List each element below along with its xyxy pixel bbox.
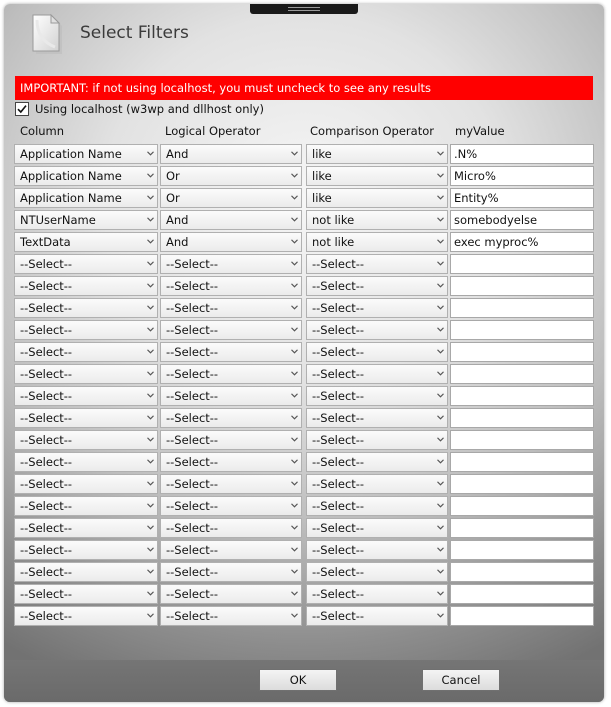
select-value: --Select--: [312, 301, 365, 315]
filter-row: [14, 364, 594, 386]
window-title: Select Filters: [80, 23, 189, 43]
chevron-down-icon: [147, 481, 154, 486]
chevron-down-icon: [291, 503, 298, 508]
filter-grid: [14, 144, 594, 628]
chevron-down-icon: [147, 261, 154, 266]
select-value: --Select--: [312, 455, 365, 469]
logical-operator-select[interactable]: [160, 474, 302, 494]
logical-operator-select[interactable]: [160, 386, 302, 406]
chevron-down-icon: [291, 437, 298, 442]
column-select[interactable]: [14, 210, 158, 230]
filter-row: [14, 430, 594, 452]
chevron-down-icon: [147, 239, 154, 244]
comparison-operator-select[interactable]: [306, 606, 448, 626]
logical-operator-select[interactable]: [160, 298, 302, 318]
localhost-checkbox[interactable]: [15, 102, 264, 116]
chevron-down-icon: [291, 415, 298, 420]
column-select[interactable]: [14, 540, 158, 560]
my-value-input[interactable]: [450, 518, 594, 538]
chevron-down-icon: [437, 393, 444, 398]
comparison-operator-select[interactable]: [306, 342, 448, 362]
my-value-input[interactable]: Entity%: [450, 188, 594, 208]
column-select[interactable]: [14, 562, 158, 582]
select-value: And: [166, 213, 189, 227]
select-value: --Select--: [312, 433, 365, 447]
filter-row: [14, 188, 594, 210]
column-select[interactable]: [14, 276, 158, 296]
logical-operator-select[interactable]: [160, 430, 302, 450]
filter-row: [14, 144, 594, 166]
filter-row: [14, 518, 594, 540]
comparison-operator-select[interactable]: [306, 210, 448, 230]
select-value: like: [312, 191, 332, 205]
select-value: --Select--: [20, 587, 73, 601]
chevron-down-icon: [291, 305, 298, 310]
chevron-down-icon: [147, 503, 154, 508]
header-my-value: myValue: [455, 124, 505, 138]
chevron-down-icon: [147, 591, 154, 596]
column-select[interactable]: [14, 364, 158, 384]
column-select[interactable]: [14, 474, 158, 494]
filter-row: [14, 320, 594, 342]
chevron-down-icon: [147, 305, 154, 310]
my-value-input[interactable]: [450, 408, 594, 428]
select-value: --Select--: [166, 499, 219, 513]
chevron-down-icon: [437, 239, 444, 244]
grip-line: [288, 10, 320, 11]
select-value: like: [312, 147, 332, 161]
select-value: And: [166, 147, 189, 161]
filter-row: [14, 606, 594, 628]
filter-row: [14, 298, 594, 320]
select-value: --Select--: [166, 345, 219, 359]
chevron-down-icon: [147, 371, 154, 376]
select-value: --Select--: [166, 301, 219, 315]
column-select[interactable]: [14, 584, 158, 604]
my-value-input[interactable]: [450, 254, 594, 274]
chevron-down-icon: [437, 437, 444, 442]
logical-operator-select[interactable]: [160, 342, 302, 362]
chevron-down-icon: [147, 613, 154, 618]
select-value: --Select--: [312, 587, 365, 601]
select-value: --Select--: [20, 433, 73, 447]
my-value-input[interactable]: [450, 430, 594, 450]
logical-operator-select[interactable]: [160, 210, 302, 230]
logical-operator-select[interactable]: [160, 408, 302, 428]
select-value: Or: [166, 169, 180, 183]
filter-row: [14, 342, 594, 364]
chevron-down-icon: [437, 503, 444, 508]
filter-row: [14, 408, 594, 430]
chevron-down-icon: [291, 349, 298, 354]
column-select[interactable]: [14, 496, 158, 516]
select-value: --Select--: [20, 499, 73, 513]
select-value: --Select--: [20, 565, 73, 579]
select-value: Or: [166, 191, 180, 205]
chevron-down-icon: [437, 415, 444, 420]
my-value-input[interactable]: .N%: [450, 144, 594, 164]
column-select[interactable]: [14, 518, 158, 538]
select-value: --Select--: [312, 345, 365, 359]
column-select[interactable]: [14, 298, 158, 318]
comparison-operator-select[interactable]: [306, 408, 448, 428]
logical-operator-select[interactable]: [160, 518, 302, 538]
my-value-input[interactable]: [450, 584, 594, 604]
chevron-down-icon: [147, 327, 154, 332]
logical-operator-select[interactable]: [160, 254, 302, 274]
title-bar: [4, 4, 604, 68]
header-comparison-operator: Comparison Operator: [310, 124, 434, 138]
logical-operator-select[interactable]: [160, 144, 302, 164]
column-select[interactable]: [14, 430, 158, 450]
select-value: --Select--: [312, 279, 365, 293]
logical-operator-select[interactable]: [160, 166, 302, 186]
my-value-input[interactable]: [450, 276, 594, 296]
comparison-operator-select[interactable]: [306, 320, 448, 340]
chevron-down-icon: [147, 217, 154, 222]
logical-operator-select[interactable]: [160, 562, 302, 582]
select-value: --Select--: [312, 323, 365, 337]
chevron-down-icon: [437, 569, 444, 574]
logical-operator-select[interactable]: [160, 276, 302, 296]
filter-row: [14, 276, 594, 298]
my-value-input[interactable]: somebodyelse: [450, 210, 594, 230]
chevron-down-icon: [437, 261, 444, 266]
comparison-operator-select[interactable]: [306, 452, 448, 472]
ok-button[interactable]: OK: [259, 669, 337, 691]
document-icon: [30, 12, 66, 58]
column-select[interactable]: [14, 452, 158, 472]
chevron-down-icon: [291, 525, 298, 530]
chevron-down-icon: [147, 151, 154, 156]
chevron-down-icon: [147, 415, 154, 420]
column-select[interactable]: [14, 606, 158, 626]
chevron-down-icon: [437, 195, 444, 200]
select-value: --Select--: [312, 411, 365, 425]
select-value: --Select--: [20, 257, 73, 271]
chevron-down-icon: [147, 459, 154, 464]
chevron-down-icon: [291, 613, 298, 618]
chevron-down-icon: [291, 261, 298, 266]
chevron-down-icon: [291, 283, 298, 288]
select-value: --Select--: [20, 367, 73, 381]
chevron-down-icon: [291, 371, 298, 376]
chevron-down-icon: [291, 547, 298, 552]
chevron-down-icon: [147, 393, 154, 398]
chevron-down-icon: [147, 525, 154, 530]
chevron-down-icon: [147, 283, 154, 288]
select-value: --Select--: [20, 389, 73, 403]
my-value-input[interactable]: [450, 562, 594, 582]
logical-operator-select[interactable]: [160, 188, 302, 208]
select-value: --Select--: [20, 345, 73, 359]
chevron-down-icon: [437, 613, 444, 618]
select-value: --Select--: [312, 389, 365, 403]
select-value: --Select--: [166, 565, 219, 579]
chevron-down-icon: [147, 547, 154, 552]
comparison-operator-select[interactable]: [306, 430, 448, 450]
my-value-input[interactable]: [450, 540, 594, 560]
select-value: --Select--: [312, 257, 365, 271]
select-filters-dialog: [4, 4, 604, 702]
comparison-operator-select[interactable]: [306, 386, 448, 406]
select-value: --Select--: [20, 477, 73, 491]
chevron-down-icon: [147, 173, 154, 178]
logical-operator-select[interactable]: [160, 364, 302, 384]
my-value-input[interactable]: exec myproc%: [450, 232, 594, 252]
chevron-down-icon: [437, 151, 444, 156]
grip-line: [288, 7, 320, 8]
comparison-operator-select[interactable]: [306, 232, 448, 252]
select-value: --Select--: [20, 455, 73, 469]
chevron-down-icon: [291, 151, 298, 156]
chevron-down-icon: [437, 305, 444, 310]
chevron-down-icon: [291, 327, 298, 332]
comparison-operator-select[interactable]: [306, 166, 448, 186]
column-select[interactable]: [14, 188, 158, 208]
checkmark-icon: [16, 103, 28, 115]
chevron-down-icon: [437, 591, 444, 596]
select-value: --Select--: [166, 411, 219, 425]
my-value-input[interactable]: [450, 474, 594, 494]
chevron-down-icon: [437, 173, 444, 178]
select-value: --Select--: [312, 367, 365, 381]
filter-row: [14, 452, 594, 474]
chevron-down-icon: [437, 283, 444, 288]
select-value: --Select--: [166, 587, 219, 601]
localhost-label: Using localhost (w3wp and dllhost only): [35, 102, 264, 116]
header-column: Column: [20, 124, 65, 138]
column-select[interactable]: [14, 408, 158, 428]
select-value: --Select--: [20, 543, 73, 557]
select-value: --Select--: [166, 433, 219, 447]
my-value-input[interactable]: [450, 364, 594, 384]
select-value: --Select--: [312, 565, 365, 579]
select-value: --Select--: [312, 499, 365, 513]
chevron-down-icon: [291, 217, 298, 222]
select-value: --Select--: [20, 301, 73, 315]
chevron-down-icon: [147, 569, 154, 574]
my-value-input[interactable]: [450, 320, 594, 340]
filter-row: [14, 562, 594, 584]
drag-grip[interactable]: [250, 4, 358, 14]
filter-row: [14, 474, 594, 496]
select-value: --Select--: [166, 543, 219, 557]
comparison-operator-select[interactable]: [306, 584, 448, 604]
select-value: --Select--: [166, 367, 219, 381]
comparison-operator-select[interactable]: [306, 144, 448, 164]
select-value: --Select--: [166, 323, 219, 337]
filter-row: [14, 232, 594, 254]
select-value: --Select--: [166, 257, 219, 271]
select-value: Application Name: [20, 147, 122, 161]
logical-operator-select[interactable]: [160, 232, 302, 252]
checkbox-box[interactable]: [15, 102, 29, 116]
comparison-operator-select[interactable]: [306, 254, 448, 274]
comparison-operator-select[interactable]: [306, 562, 448, 582]
select-value: --Select--: [312, 521, 365, 535]
select-value: --Select--: [20, 521, 73, 535]
logical-operator-select[interactable]: [160, 452, 302, 472]
filter-row: [14, 496, 594, 518]
chevron-down-icon: [437, 217, 444, 222]
filter-row: [14, 540, 594, 562]
my-value-input[interactable]: [450, 496, 594, 516]
chevron-down-icon: [437, 371, 444, 376]
comparison-operator-select[interactable]: [306, 276, 448, 296]
select-value: --Select--: [20, 609, 73, 623]
chevron-down-icon: [291, 239, 298, 244]
chevron-down-icon: [291, 173, 298, 178]
column-select[interactable]: [14, 254, 158, 274]
comparison-operator-select[interactable]: [306, 496, 448, 516]
logical-operator-select[interactable]: [160, 606, 302, 626]
select-value: --Select--: [166, 521, 219, 535]
column-select[interactable]: [14, 166, 158, 186]
filter-row: [14, 166, 594, 188]
select-value: Application Name: [20, 191, 122, 205]
my-value-input[interactable]: [450, 452, 594, 472]
logical-operator-select[interactable]: [160, 320, 302, 340]
comparison-operator-select[interactable]: [306, 474, 448, 494]
my-value-input[interactable]: Micro%: [450, 166, 594, 186]
chevron-down-icon: [291, 195, 298, 200]
my-value-input[interactable]: [450, 298, 594, 318]
comparison-operator-select[interactable]: [306, 188, 448, 208]
select-value: --Select--: [312, 543, 365, 557]
column-select[interactable]: [14, 342, 158, 362]
comparison-operator-select[interactable]: [306, 518, 448, 538]
dialog-footer: [4, 660, 604, 702]
filter-row: [14, 584, 594, 606]
select-value: not like: [312, 235, 355, 249]
column-select[interactable]: [14, 386, 158, 406]
chevron-down-icon: [437, 349, 444, 354]
comparison-operator-select[interactable]: [306, 540, 448, 560]
select-value: --Select--: [166, 609, 219, 623]
select-value: NTUserName: [20, 213, 96, 227]
select-value: --Select--: [20, 323, 73, 337]
select-value: Application Name: [20, 169, 122, 183]
chevron-down-icon: [291, 481, 298, 486]
chevron-down-icon: [291, 591, 298, 596]
chevron-down-icon: [437, 327, 444, 332]
header-logical-operator: Logical Operator: [165, 124, 261, 138]
cancel-button[interactable]: Cancel: [422, 669, 500, 691]
select-value: And: [166, 235, 189, 249]
column-select[interactable]: [14, 144, 158, 164]
column-select[interactable]: [14, 320, 158, 340]
column-select[interactable]: [14, 232, 158, 252]
select-value: --Select--: [312, 609, 365, 623]
select-value: not like: [312, 213, 355, 227]
select-value: like: [312, 169, 332, 183]
filter-row: [14, 386, 594, 408]
select-value: --Select--: [166, 389, 219, 403]
my-value-input[interactable]: [450, 386, 594, 406]
chevron-down-icon: [291, 459, 298, 464]
select-value: --Select--: [166, 477, 219, 491]
filter-row: [14, 254, 594, 276]
warning-banner: IMPORTANT: if not using localhost, you must uncheck to see any results: [15, 76, 593, 100]
chevron-down-icon: [147, 195, 154, 200]
select-value: --Select--: [20, 279, 73, 293]
chevron-down-icon: [437, 525, 444, 530]
my-value-input[interactable]: [450, 342, 594, 362]
select-value: TextData: [20, 235, 71, 249]
my-value-input[interactable]: [450, 606, 594, 626]
logical-operator-select[interactable]: [160, 540, 302, 560]
chevron-down-icon: [147, 349, 154, 354]
select-value: --Select--: [166, 279, 219, 293]
filter-row: [14, 210, 594, 232]
chevron-down-icon: [291, 393, 298, 398]
logical-operator-select[interactable]: [160, 584, 302, 604]
logical-operator-select[interactable]: [160, 496, 302, 516]
comparison-operator-select[interactable]: [306, 298, 448, 318]
chevron-down-icon: [147, 437, 154, 442]
comparison-operator-select[interactable]: [306, 364, 448, 384]
select-value: --Select--: [20, 411, 73, 425]
chevron-down-icon: [437, 481, 444, 486]
chevron-down-icon: [291, 569, 298, 574]
chevron-down-icon: [437, 547, 444, 552]
select-value: --Select--: [312, 477, 365, 491]
select-value: --Select--: [166, 455, 219, 469]
chevron-down-icon: [437, 459, 444, 464]
